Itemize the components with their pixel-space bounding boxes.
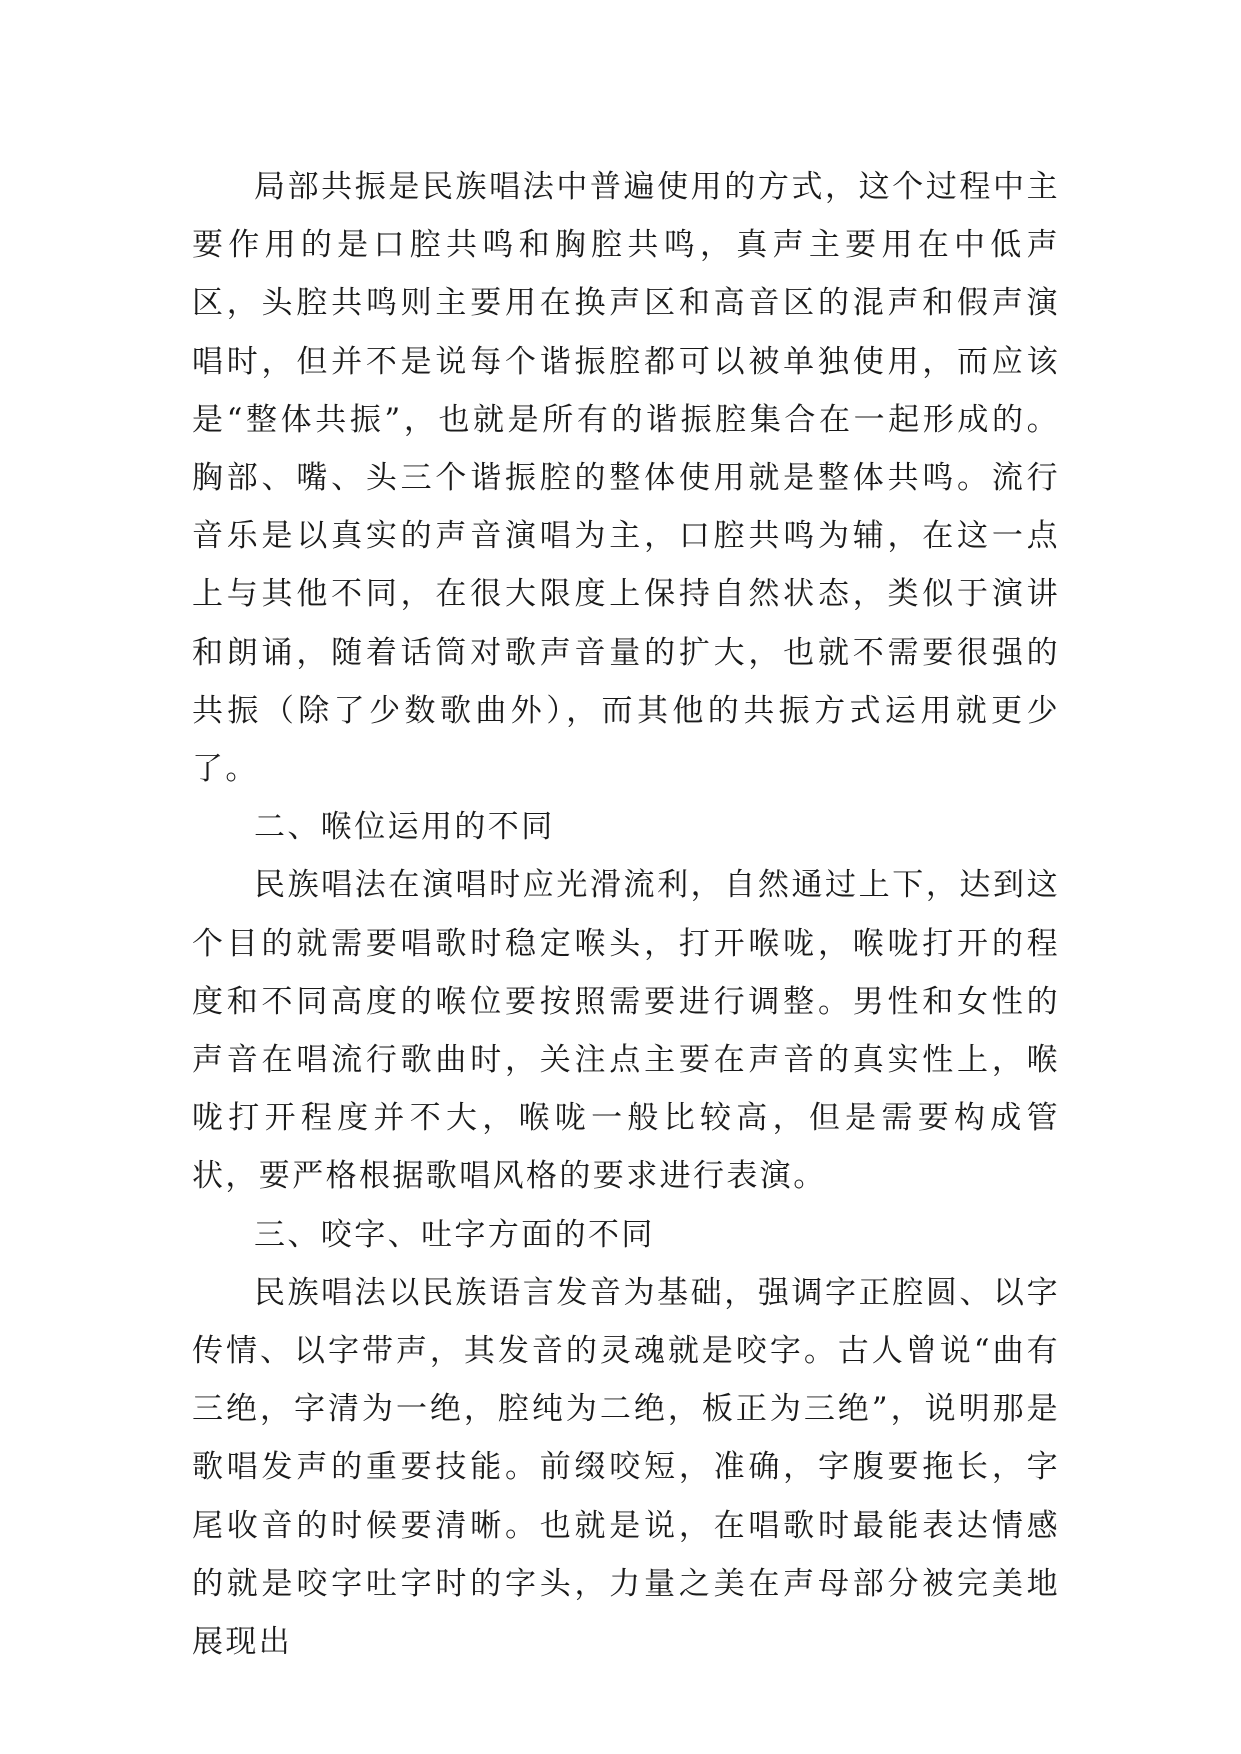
section-heading-throat-position: 二、喉位运用的不同 [254,809,555,846]
paragraph-local-resonance: 局部共振是民族唱法中普遍使用的方式，这个过程中主要作用的是口腔共鸣和胸腔共鸣，真声主要用在中低声区，头腔共鸣则主要用在换声区和高音区的混声和假声演唱时，但并不是说每个谐振腔都可以被单独使用，而应该是“整体共振”，也就是所有的谐振腔集合在一起形成的。胸部、嘴、头三个谐振腔的整体使用就是整体共鸣。流行音乐是以真实的声音演唱为主，口腔共鸣为辅，在这一点上与其他不同，在很大限度上保持自然状态，类似于演讲和朗诵，随着话筒对歌声音量的扩大，也就不需要很强的共振（除了少数歌曲外），而其他的共振方式运用就更少了。 [192,169,1060,788]
paragraph-articulation: 民族唱法以民族语言发音为基础，强调字正腔圆、以字传情、以字带声，其发音的灵魂就是咬字。古人曾说“曲有三绝，字清为一绝，腔纯为二绝，板正为三绝”，说明那是歌唱发声的重要技能。前缀咬短，准确，字腹要拖长，字尾收音的时候要清晰。也就是说，在唱歌时最能表达情感的就是咬字吐字时的字头，力量之美在声母部分被完美地展现出 [192,1274,1060,1661]
document-body [192,158,1060,1671]
paragraph-throat-position: 民族唱法在演唱时应光滑流利，自然通过上下，达到这个目的就需要唱歌时稳定喉头，打开喉咙，喉咙打开的程度和不同高度的喉位要按照需要进行调整。男性和女性的声音在唱流行歌曲时，关注点主要在声音的真实性上，喉咙打开程度并不大，喉咙一般比较高，但是需要构成管状，要严格根据歌唱风格的要求进行表演。 [192,867,1060,1195]
section-heading-articulation: 三、咬字、吐字方面的不同 [254,1216,655,1253]
